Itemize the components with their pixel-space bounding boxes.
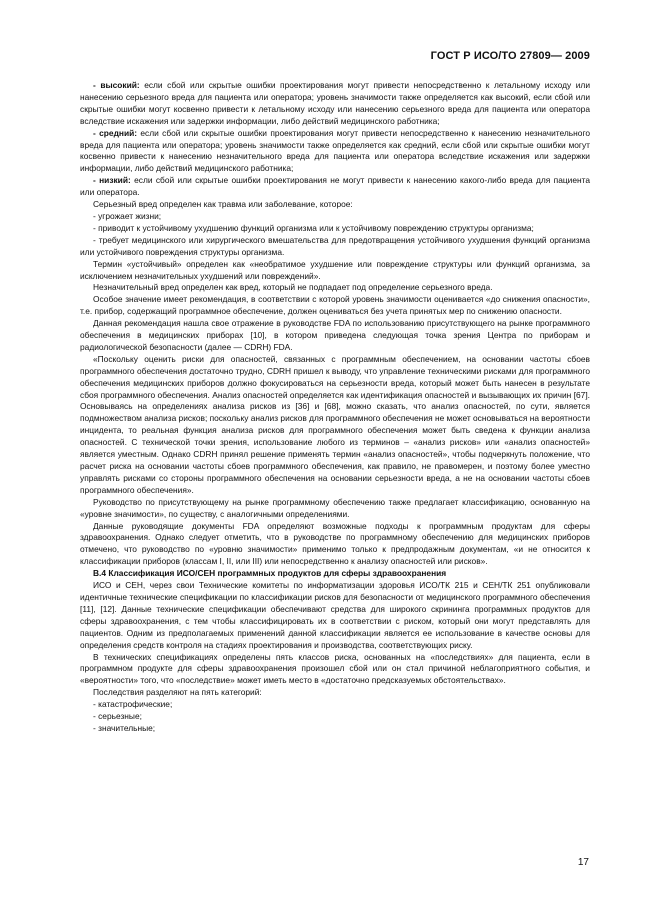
list-item: - требует медицинского или хирургического вмешательства для предотвращения устойчивого ухудшения функций организма или устойчивого повреждения структуры организма. xyxy=(80,234,590,257)
paragraph: ИСО и СЕН, через свои Технические комитеты по информатизации здоровья ИСО/ТК 215 и СЕН/ТК 251 опубликовали идентичные технические спецификации по классификации рисков для безопасности от медицинского программного обеспечения [11], [12]. Данные технические спецификации обеспечивают средства для широкого скрининга программных продуктов для сферы здравоохранения, с тем чтобы классифицировать их в соответствии с риском, который они могут представлять для пациентов. Одним из предполагаемых применений данной классификации является ее использование в качестве основы для определения средств контроля на стадиях проектирования и производства, соответствующих риску. xyxy=(80,580,590,650)
list-item: - серьезные; xyxy=(93,711,142,722)
paragraph: Данные руководящие документы FDA определяют возможные подходы к программным продуктам для сферы здравоохранения. Однако следует отметить, что в руководстве по программному обеспечению для медицинских приборов отмечено, что руководство по «уровню значимости» применимо только к предпродажным документам, «и не относится к классификации приборов (классам I, II, или III) или непосредственно к анализу опасностей или рисков». xyxy=(80,520,590,567)
paragraph: Особое значение имеет рекомендация, в соответствии с которой уровень значимости оценивается «до снижения опасности», т.е. прибор, содержащий программное обеспечение, должен оцениваться без учета принятых мер по снижению опасности. xyxy=(80,294,590,317)
paragraph: Незначительный вред определен как вред, который не подпадает под определение серьезного вреда. xyxy=(93,282,493,293)
quote-paragraph: «Поскольку оценить риски для опасностей, связанных с программным обеспечением, на основании частоты сбоев программного обеспечения достаточно трудно, CDRH пришел к выводу, что управление техническими рисками для программного обеспечения медицинских приборов должно фокусироваться на серьезности вреда, который может быть нанесен в результате сбоя программного обеспечения. Анализ опасностей определяется как идентификация опасностей и вызывающих их причин [67]. Основываясь на определениях анализа рисков из [36] и [68], можно сказать, что анализ опасностей, по сути, является подмножеством анализа рисков; поскольку анализ рисков для программного обеспечения не может основываться на вероятности инцидента, то реальная функция анализа рисков для программного обеспечения может быть сведена к функции анализа опасностей. С технической точки зрения, использование любого из терминов – «анализ рисков» или «анализ опасностей» является уместным. Однако CDRH принял решение применять термин «анализ опасностей», чтобы подчеркнуть положение, что расчет риска на основании частоты сбоев программного обеспечения, как правило, не правомерен, и поэтому более уместно управлять рисками со стороны программного обеспечения на основании серьезности вреда, а не на основании частоты сбоев программного обеспечения». xyxy=(80,353,590,495)
term-low: - низкий: xyxy=(93,175,131,186)
page-number: 17 xyxy=(577,857,589,868)
list-item: - угрожает жизни; xyxy=(93,210,162,221)
paragraph-level-low: - низкий: если сбой или скрытые ошибки проектирования не могут привести к нанесению какого-либо вреда для пациента или оператора. xyxy=(80,175,591,198)
section-heading: В.4 Классификация ИСО/СЕН программных продуктов для сферы здравоохранения xyxy=(93,568,447,579)
term-medium: - средний: xyxy=(93,127,138,138)
paragraph: Данная рекомендация нашла свое отражение в руководстве FDA по использованию присутствующего на рынке программного обеспечения в медицинских приборах [10], в котором приведена следующая точка зрения Центра по приборам и радиологической безопасности (далее — CDRH) FDA. xyxy=(80,318,590,352)
paragraph-level-medium: - средний: если сбой или скрытые ошибки проектирования могут привести непосредственно к нанесению незначительного вреда для пациента или оператора; уровень значимости также определяется как средний, если сбой или скрытые ошибки могут косвенно привести к нанесению незначительного вреда для пациента или оператора вследствие искажения или задержки информации, либо действий медицинского работника; xyxy=(80,127,590,174)
paragraph-level-high: - высокий: если сбой или скрытые ошибки проектирования могут привести непосредственно к летальному исходу или нанесению серьезного вреда для пациента или оператора; уровень значимости также определяется как высокий, если сбой или скрытые ошибки могут косвенно привести к летальному исходу или нанесению серьезного вреда для пациента или оператора вследствие искажения или задержки информации, либо действий медицинского работника; xyxy=(80,80,591,126)
paragraph: Руководство по присутствующему на рынке программному обеспечению также предлагает классификацию, основанную на «уровне значимости», по существу, с аналогичными определениями. xyxy=(80,496,590,519)
term-high: - высокий: xyxy=(93,80,140,90)
paragraph: В технических спецификациях определены пять классов риска, основанных на «последствиях» для пациента, если в программном продукте для сферы здравоохранения произошел сбой или он стал причиной неблагоприятного события, и «вероятности» того, что «последствие» может иметь место в «достаточно предсказуемых обстоятельствах». xyxy=(80,651,590,686)
list-item: - катастрофические; xyxy=(93,699,173,710)
list-item: - значительные; xyxy=(93,722,156,733)
document-body xyxy=(80,80,590,735)
paragraph: Термин «устойчивый» определен как «необратимое ухудшение или повреждение структуры или функций организма, за исключением незначительных ухудшений или повреждений». xyxy=(80,258,590,281)
paragraph: Последствия разделяют на пять категорий: xyxy=(93,687,262,698)
list-item: - приводит к устойчивому ухудшению функций организма или к устойчивому повреждению структуры организма; xyxy=(93,222,534,233)
paragraph: Серьезный вред определен как травма или заболевание, которое: xyxy=(93,199,353,210)
standard-designation: ГОСТ Р ИСО/ТО 27809— 2009 xyxy=(430,50,590,62)
